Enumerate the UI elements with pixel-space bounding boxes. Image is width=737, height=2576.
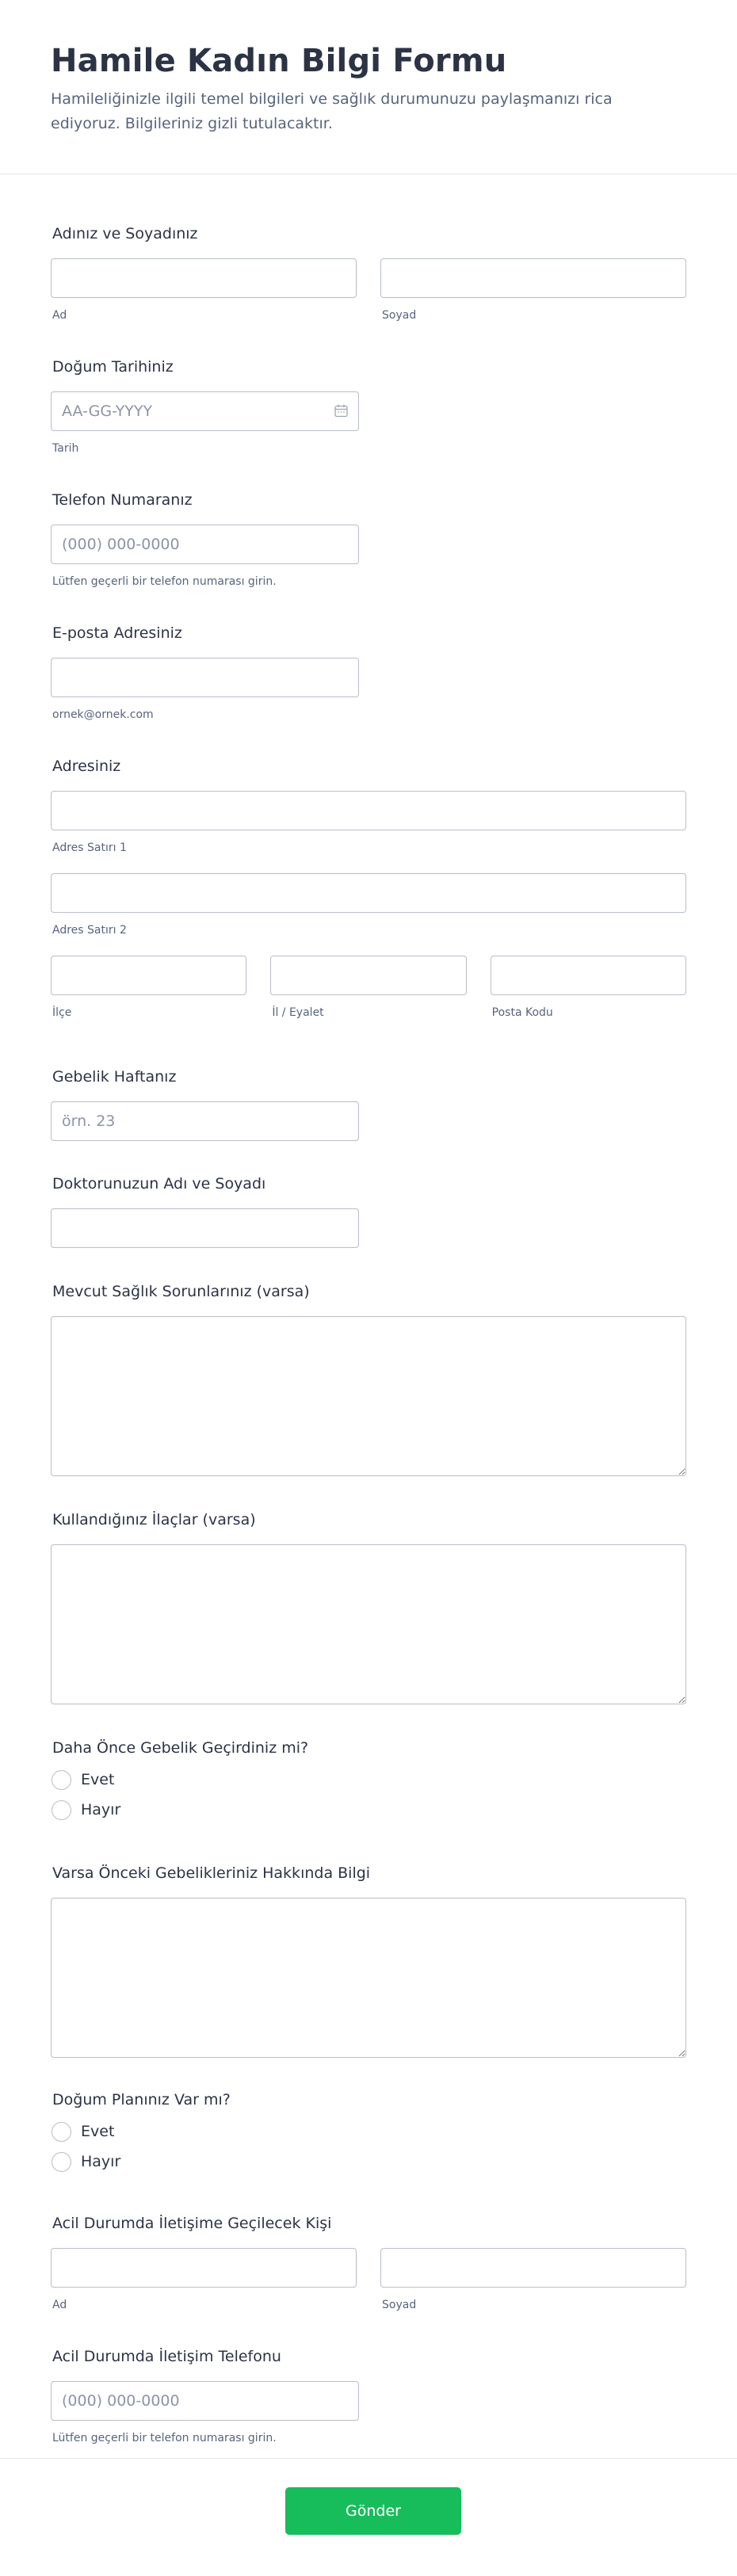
address-city-row [51, 956, 686, 1020]
previous-info-textarea[interactable] [51, 1898, 686, 2058]
name-row [51, 258, 686, 322]
radio-no[interactable] [52, 1800, 71, 1820]
calendar-icon[interactable] [334, 404, 348, 418]
birth-plan-label: Doğum Planınız Var mı? [52, 2091, 231, 2109]
emergency-first-col [51, 2248, 357, 2312]
address-line1-input[interactable] [51, 791, 686, 830]
medications-textarea[interactable] [51, 1544, 686, 1704]
emergency-contact-field [51, 2212, 686, 2345]
previous-pregnancy-option-no[interactable] [51, 1799, 686, 1820]
address-line2-input[interactable] [51, 873, 686, 913]
emergency-phone-input[interactable] [51, 2381, 359, 2421]
address-line1-sublabel: Adres Satırı 1 [52, 841, 127, 854]
doctor-input[interactable] [51, 1208, 359, 1248]
form-header [0, 0, 737, 174]
emergency-contact-label: Acil Durumda İletişime Geçilecek Kişi [52, 2215, 332, 2232]
city-sublabel: İlçe [52, 1006, 72, 1019]
email-input[interactable] [51, 658, 359, 697]
birth-date-input[interactable] [51, 391, 359, 431]
city-input[interactable] [51, 956, 246, 995]
first-name-col [51, 258, 357, 322]
first-name-sublabel: Ad [52, 309, 67, 322]
previous-pregnancy-option-yes[interactable] [51, 1769, 686, 1790]
previous-pregnancy-label: Daha Önce Gebelik Geçirdiniz mi? [52, 1739, 309, 1757]
state-col [270, 956, 466, 1020]
emergency-last-sublabel: Soyad [382, 2299, 417, 2311]
zip-col [491, 956, 686, 1020]
pregnancy-week-input[interactable] [51, 1101, 359, 1141]
radio-no-label: Hayır [81, 1801, 121, 1818]
medications-label: Kullandığınız İlaçlar (varsa) [52, 1511, 256, 1528]
pregnancy-week-label: Gebelik Haftanız [52, 1068, 177, 1086]
emergency-last-col [380, 2248, 686, 2312]
emergency-phone-label: Acil Durumda İletişim Telefonu [52, 2348, 281, 2365]
form-title: Hamile Kadın Bilgi Formu [51, 43, 507, 79]
zip-input[interactable] [491, 956, 686, 995]
emergency-phone-sublabel: Lütfen geçerli bir telefon numarası girin. [52, 2432, 277, 2444]
radio-no-label: Hayır [81, 2153, 121, 2170]
email-sublabel: ornek@ornek.com [52, 708, 154, 721]
name-label: Adınız ve Soyadınız [52, 225, 198, 242]
email-label: E-posta Adresiniz [52, 624, 182, 642]
emergency-first-name-input[interactable] [51, 2248, 357, 2288]
previous-info-label: Varsa Önceki Gebelikleriniz Hakkında Bilgi [52, 1864, 371, 1882]
health-issues-textarea[interactable] [51, 1316, 686, 1476]
birth-plan-field [51, 2088, 686, 2212]
form-subtitle: Hamileliğinizle ilgili temel bilgileri ve sağlık durumunuzu paylaşmanızı rica ediyoruz. Bilgileriniz gizli tutulacaktır. [51, 90, 613, 132]
zip-sublabel: Posta Kodu [491, 1006, 553, 1019]
emergency-last-name-input[interactable] [380, 2248, 686, 2288]
health-issues-label: Mevcut Sağlık Sorunlarınız (varsa) [52, 1283, 310, 1300]
first-name-input[interactable] [51, 258, 357, 298]
emergency-contact-row [51, 2248, 686, 2312]
radio-yes[interactable] [52, 1770, 71, 1790]
phone-field [51, 488, 686, 621]
address-line2-sublabel: Adres Satırı 2 [52, 924, 127, 937]
city-col [51, 956, 246, 1020]
emergency-phone-field [51, 2345, 686, 2456]
state-input[interactable] [270, 956, 466, 995]
phone-label: Telefon Numaranız [52, 491, 193, 509]
radio-yes-label: Evet [81, 2123, 115, 2140]
radio-yes[interactable] [52, 2122, 71, 2142]
previous-info-field [51, 1861, 686, 2088]
name-field [51, 222, 686, 355]
submit-button[interactable]: Gönder [285, 2487, 461, 2535]
previous-pregnancy-field [51, 1736, 686, 1861]
birth-date-field [51, 355, 686, 488]
state-sublabel: İl / Eyalet [272, 1006, 324, 1019]
form-footer [0, 2458, 737, 2576]
birth-date-label: Doğum Tarihiniz [52, 358, 174, 376]
radio-no[interactable] [52, 2152, 71, 2172]
health-issues-field [51, 1280, 686, 1508]
email-field [51, 621, 686, 754]
address-label: Adresiniz [52, 758, 121, 775]
birth-date-wrap [51, 391, 359, 431]
medications-field [51, 1508, 686, 1736]
birth-plan-option-yes[interactable] [51, 2121, 686, 2142]
pregnancy-week-field [51, 1065, 686, 1172]
last-name-input[interactable] [380, 258, 686, 298]
radio-yes-label: Evet [81, 1771, 115, 1788]
emergency-first-sublabel: Ad [52, 2299, 67, 2311]
form-body [0, 174, 737, 2456]
phone-sublabel: Lütfen geçerli bir telefon numarası girin. [52, 575, 277, 588]
phone-input[interactable] [51, 525, 359, 564]
last-name-sublabel: Soyad [382, 309, 417, 322]
birth-plan-option-no[interactable] [51, 2151, 686, 2172]
birth-date-sublabel: Tarih [52, 442, 79, 455]
doctor-field [51, 1172, 686, 1280]
last-name-col [380, 258, 686, 322]
address-field [51, 754, 686, 1065]
doctor-label: Doktorunuzun Adı ve Soyadı [52, 1175, 266, 1193]
